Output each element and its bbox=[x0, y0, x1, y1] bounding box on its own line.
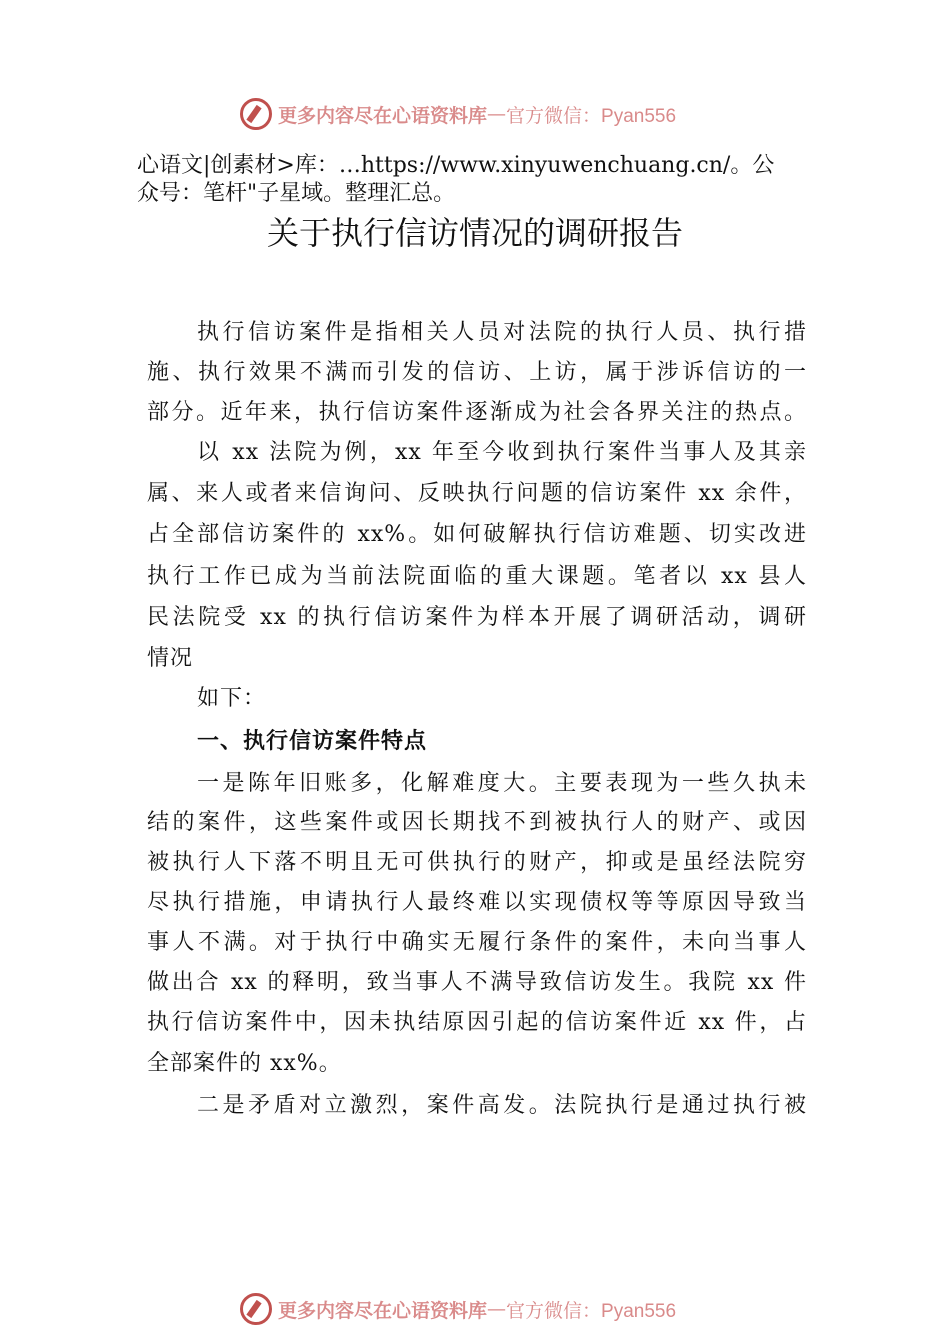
watermark-separator: — bbox=[487, 1298, 507, 1320]
body-line: 施、执行效果不满而引发的信访、上访，属于涉诉信访的一 bbox=[147, 360, 807, 385]
body-line: 民法院受 xx 的执行信访案件为样本开展了调研活动，调研 bbox=[147, 605, 807, 630]
body-line: 如下： bbox=[197, 686, 267, 711]
body-line: 尽执行措施，申请执行人最终难以实现债权等等原因导致当 bbox=[147, 890, 807, 915]
body-line: 做出合 xx 的释明，致当事人不满导致信访发生。我院 xx 件 bbox=[147, 970, 807, 995]
source-note-line: 心语文|创素材>库：…https://www.xinyuwenchuang.cn/。公 bbox=[137, 153, 775, 178]
body-line: 结的案件，这些案件或因长期找不到被执行人的财产、或因 bbox=[147, 810, 807, 835]
body-line: 执行信访案件是指相关人员对法院的执行人员、执行措 bbox=[197, 320, 807, 345]
watermark-text: 更多内容尽在心语资料库 bbox=[278, 1299, 488, 1322]
body-line: 一是陈年旧账多，化解难度大。主要表现为一些久执未 bbox=[197, 771, 807, 796]
watermark-wechat: 官方微信：Pyan556 bbox=[506, 105, 677, 127]
logo-icon bbox=[240, 1293, 272, 1325]
body-line: 执行信访案件中，因未执结原因引起的信访案件近 xx 件，占 bbox=[147, 1010, 807, 1035]
body-line: 全部案件的 xx%。 bbox=[147, 1051, 342, 1076]
body-line: 执行工作已成为当前法院面临的重大课题。笔者以 xx 县人 bbox=[147, 564, 807, 589]
body-line: 占全部信访案件的 xx%。如何破解执行信访难题、切实改进 bbox=[147, 522, 807, 547]
body-line: 事人不满。对于执行中确实无履行条件的案件，未向当事人 bbox=[147, 930, 807, 955]
watermark-wechat: 官方微信：Pyan556 bbox=[506, 1300, 677, 1322]
watermark-header bbox=[240, 97, 676, 131]
body-line: 被执行人下落不明且无可供执行的财产，抑或是虽经法院穷 bbox=[147, 850, 807, 875]
body-line: 以 xx 法院为例，xx 年至今收到执行案件当事人及其亲 bbox=[197, 440, 807, 465]
logo-icon bbox=[240, 98, 272, 130]
watermark-text: 更多内容尽在心语资料库 bbox=[278, 104, 488, 127]
body-line: 部分。近年来，执行信访案件逐渐成为社会各界关注的热点。 bbox=[147, 400, 807, 425]
body-line: 属、来人或者来信询问、反映执行问题的信访案件 xx 余件， bbox=[147, 481, 807, 506]
document-title: 关于执行信访情况的调研报告 bbox=[266, 214, 683, 252]
watermark-footer bbox=[240, 1292, 676, 1326]
section-heading: 一、执行信访案件特点 bbox=[197, 729, 428, 754]
watermark-separator: — bbox=[487, 103, 507, 125]
body-line: 情况 bbox=[147, 646, 194, 671]
body-line: 二是矛盾对立激烈，案件高发。法院执行是通过执行被 bbox=[197, 1093, 807, 1118]
source-note-line: 众号：笔杆"子星域。整理汇总。 bbox=[137, 181, 456, 206]
